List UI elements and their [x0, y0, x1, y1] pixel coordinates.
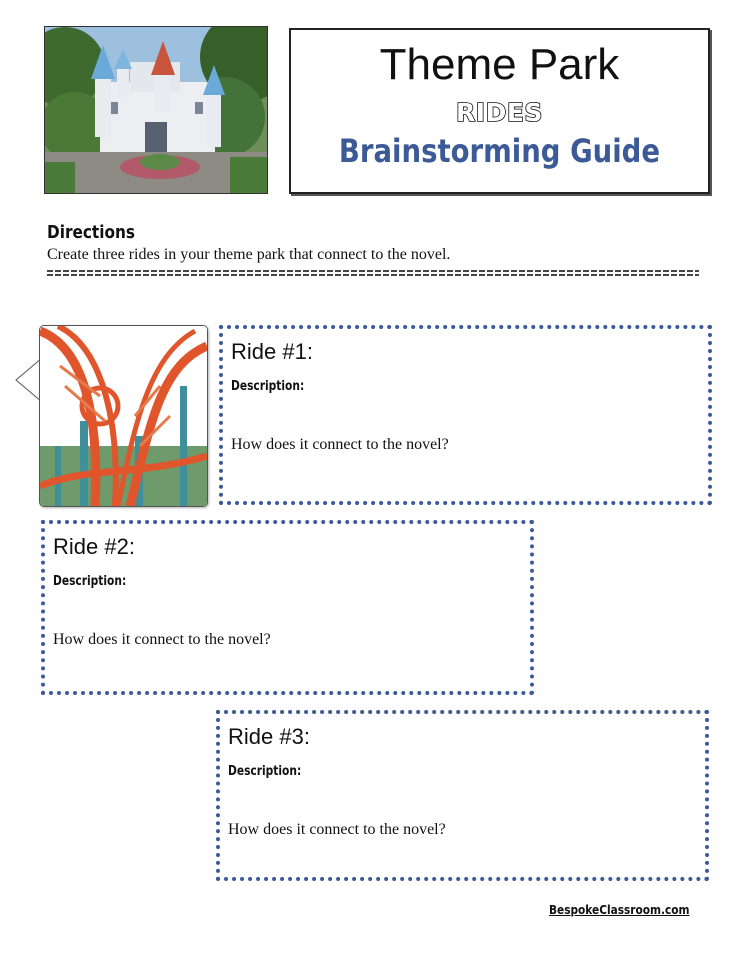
directions-heading: Directions — [47, 222, 136, 243]
ride-2-description-label: Description: — [53, 574, 127, 589]
ride-1-connect-prompt: How does it connect to the novel? — [231, 436, 449, 453]
callout-notch — [14, 356, 42, 404]
title-box — [289, 28, 710, 194]
ride-3-connect-prompt: How does it connect to the novel? — [228, 821, 446, 838]
ride-1-description-label: Description: — [231, 379, 305, 394]
ride-2-title: Ride #2: — [53, 534, 135, 559]
title-theme-park: Theme Park — [379, 40, 620, 89]
ride-3-box[interactable] — [216, 710, 709, 881]
roller-coaster-photo — [39, 325, 208, 507]
ride-3-title: Ride #3: — [228, 724, 310, 749]
castle-photo — [44, 26, 268, 194]
ride-2-connect-prompt: How does it connect to the novel? — [53, 631, 271, 648]
ride-3-description-label: Description: — [228, 764, 302, 779]
ride-1-title: Ride #1: — [231, 339, 313, 364]
footer-credit-link[interactable]: BespokeClassroom.com — [549, 903, 690, 917]
double-dashed-divider — [47, 265, 699, 279]
ride-2-box[interactable] — [41, 520, 534, 695]
directions-text: Create three rides in your theme park that connect to the novel. — [47, 246, 451, 263]
title-brainstorming-guide: Brainstorming Guide — [338, 132, 661, 170]
ride-1-box[interactable] — [219, 325, 712, 505]
title-rides: RIDES — [456, 98, 543, 127]
